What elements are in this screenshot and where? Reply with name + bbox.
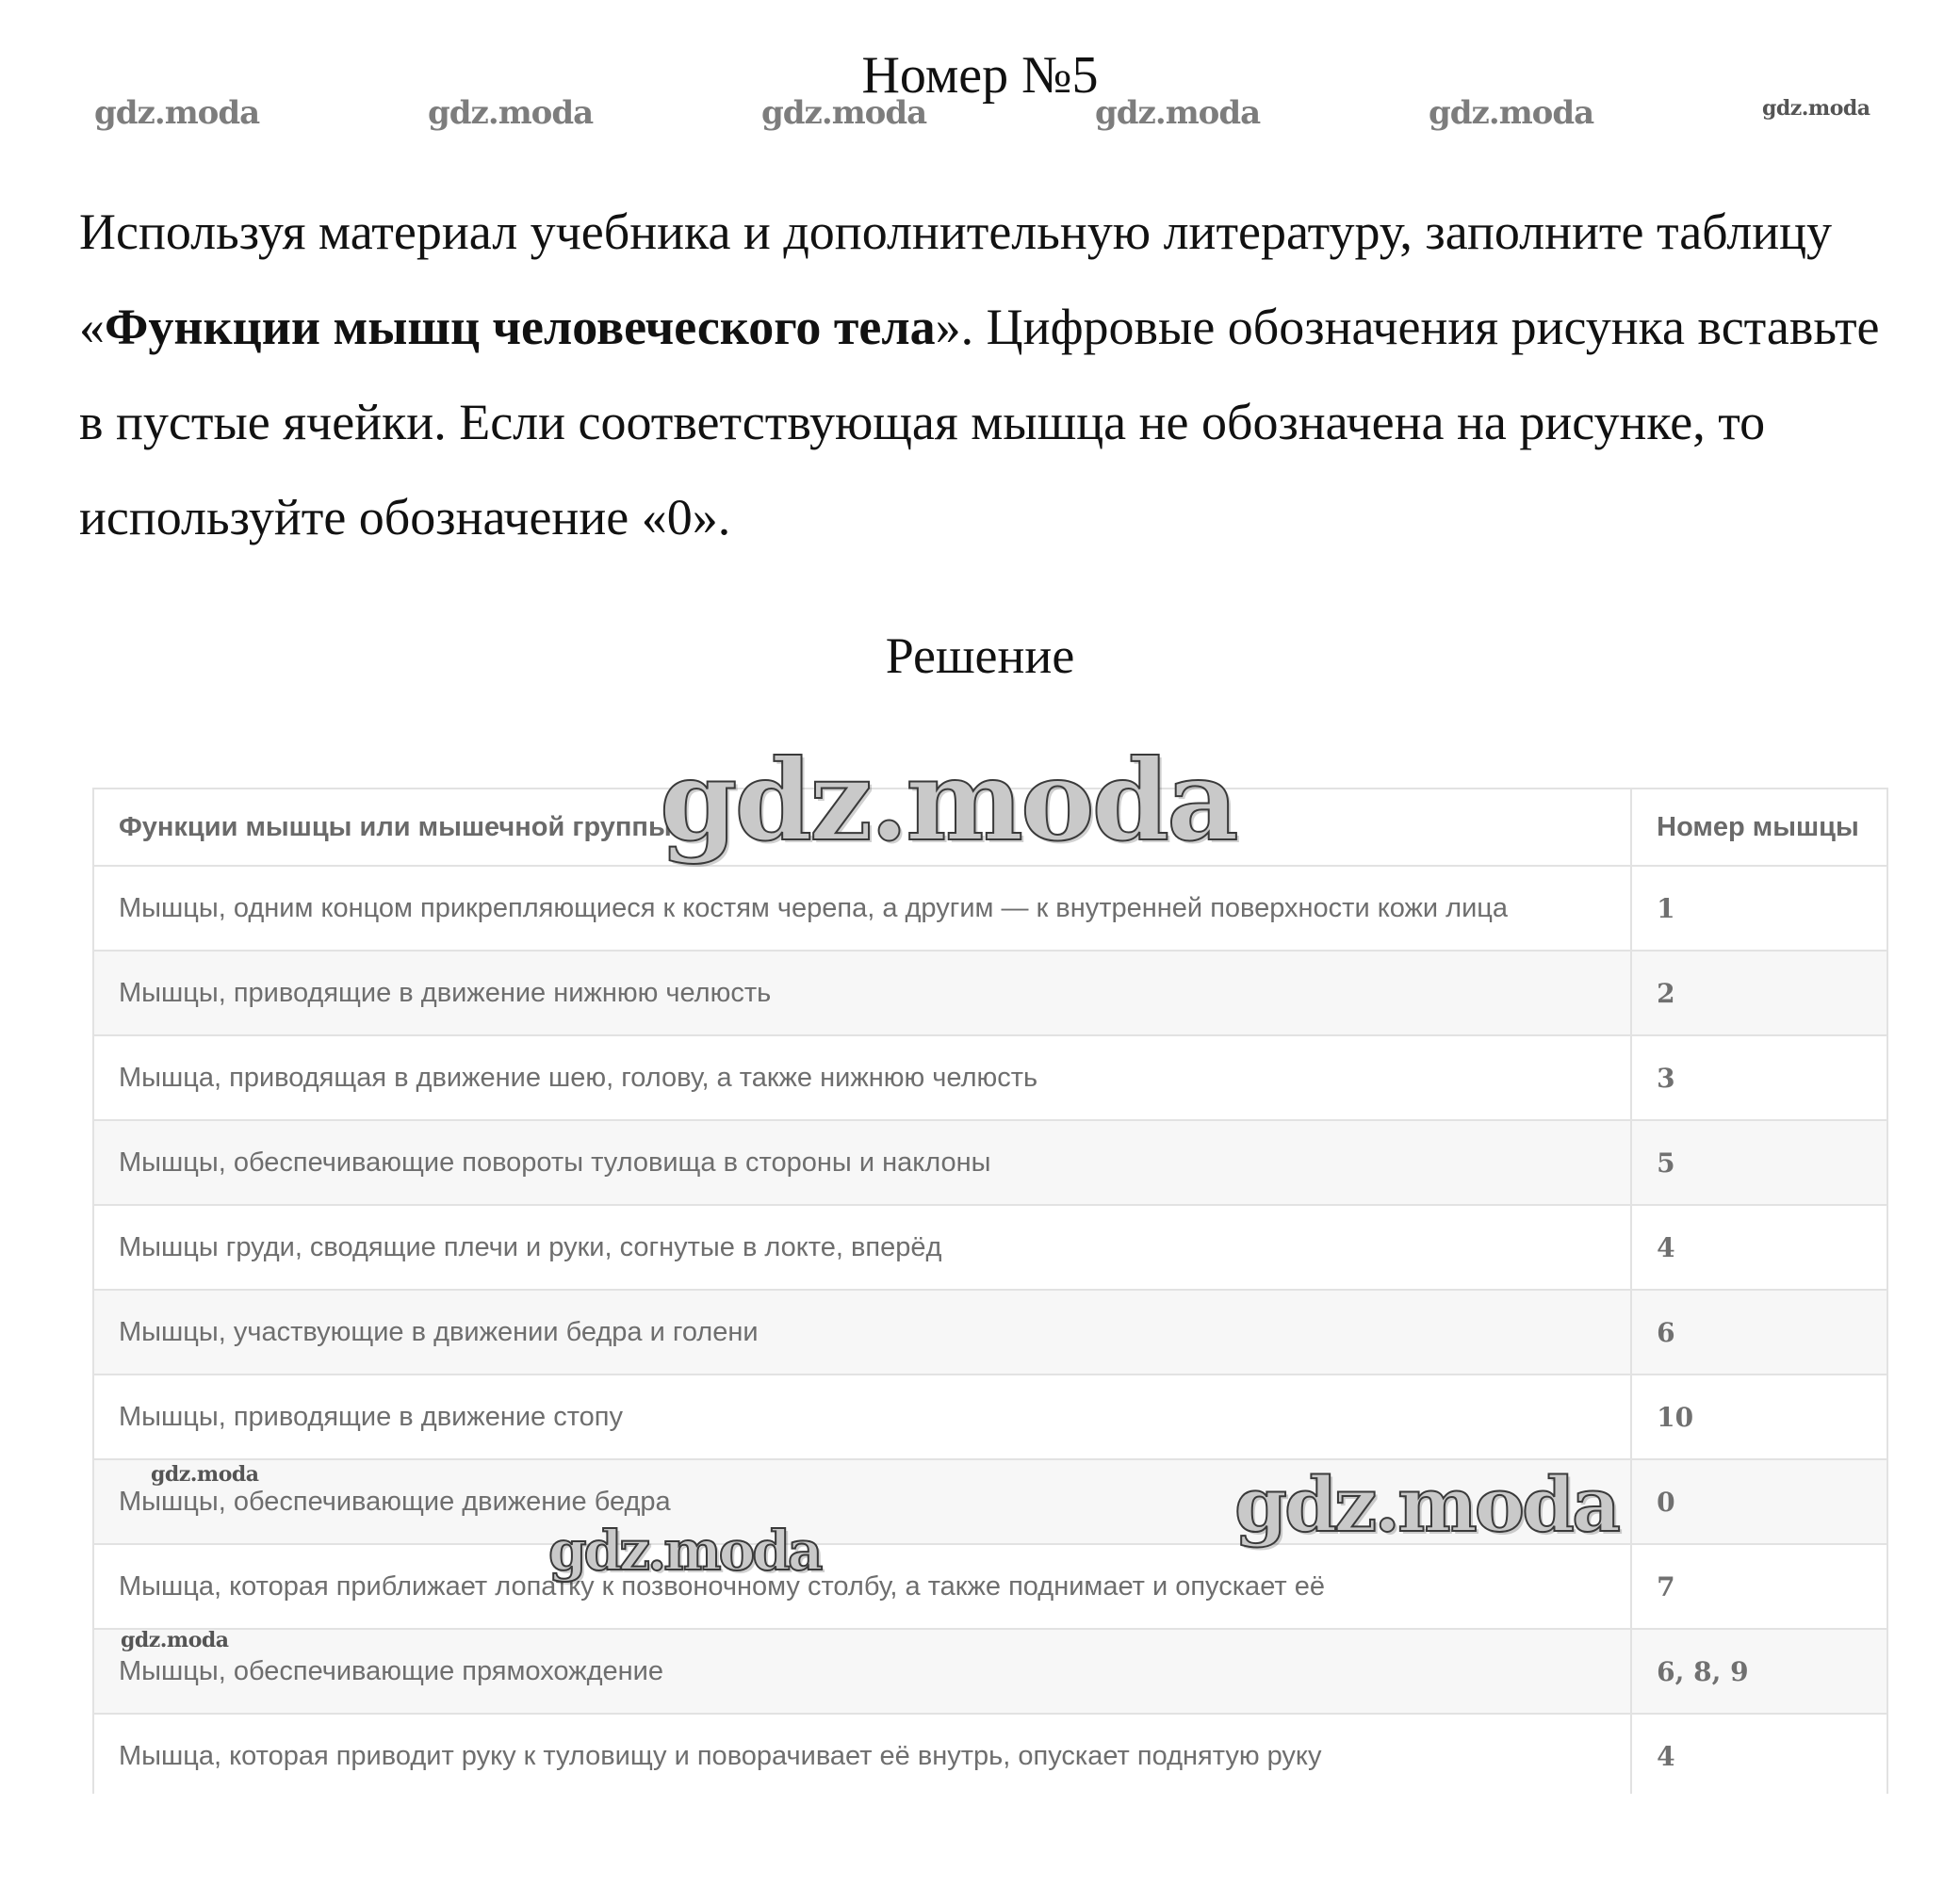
task-text-part: ». Цифровые обозначения рисунка вставьте в пустые ячейки. Если соответствующая мышца не обозначена на рисунке, то используйте обозначение «0». [79,299,1880,545]
number-cell: 6 [1631,1290,1887,1375]
table-row [93,1035,1887,1120]
table-row [93,1290,1887,1375]
table-row [93,1544,1887,1629]
watermark: gdz.moda [1095,94,1261,132]
watermark: gdz.moda [94,94,260,132]
table-row [93,866,1887,951]
function-cell: Мышцы, обеспечивающие повороты туловища в стороны и наклоны [93,1120,1631,1205]
number-cell: 2 [1631,951,1887,1035]
function-cell: Мышцы, обеспечивающие движение бедра [93,1459,1631,1544]
number-cell: 0 [1631,1459,1887,1544]
function-cell: Мышцы, одним концом прикрепляющиеся к костям черепа, а другим — к внутренней поверхности кожи лица [93,866,1631,951]
number-cell: 10 [1631,1375,1887,1459]
function-cell: Мышцы, обеспечивающие прямохождение [93,1629,1631,1714]
function-cell: Мышца, которая приближает лопатку к позвоночному столбу, а также поднимает и опускает её [93,1544,1631,1629]
column-header-function: Функции мышцы или мышечной группы [93,789,1631,866]
task-table-title: Функции мышц человеческого тела [105,299,936,355]
watermark: gdz.moda [121,1628,229,1652]
watermark: gdz.moda [151,1462,259,1487]
function-cell: Мышцы груди, сводящие плечи и руки, согнутые в локте, вперёд [93,1205,1631,1290]
watermark: gdz.moda [1762,96,1870,121]
table-row [93,1459,1887,1544]
number-cell: 1 [1631,866,1887,951]
function-cell: Мышца, приводящая в движение шею, голову, а также нижнюю челюсть [93,1035,1631,1120]
function-cell: Мышцы, приводящие в движение стопу [93,1375,1631,1459]
table-row [93,1205,1887,1290]
solution-heading: Решение [885,627,1075,684]
answer-table [92,788,1888,1794]
task-text [79,185,1898,565]
function-cell: Мышца, которая приводит руку к туловищу и поворачивает её внутрь, опускает поднятую руку [93,1714,1631,1794]
number-cell: 5 [1631,1120,1887,1205]
watermark: gdz.moda [1429,94,1594,132]
number-cell: 6, 8, 9 [1631,1629,1887,1714]
table-row [93,1375,1887,1459]
number-cell: 7 [1631,1544,1887,1629]
watermark: gdz.moda [548,1519,821,1583]
watermark: gdz.moda [761,94,927,132]
table-row [93,1120,1887,1205]
answer-table-container [92,788,1888,1794]
function-cell: Мышцы, участвующие в движении бедра и голени [93,1290,1631,1375]
table-row [93,1714,1887,1794]
number-cell: 4 [1631,1205,1887,1290]
task-text-part: Используя материал учебника и дополнительную литературу, заполните таблицу « [79,203,1833,355]
watermark: gdz.moda [428,94,594,132]
table-row [93,951,1887,1035]
function-cell: Мышцы, приводящие в движение нижнюю челюсть [93,951,1631,1035]
watermark: gdz.moda [660,735,1236,866]
number-cell: 3 [1631,1035,1887,1120]
watermark: gdz.moda [1234,1460,1618,1549]
number-cell: 4 [1631,1714,1887,1794]
page-title: Номер №5 [861,46,1099,105]
column-header-number: Номер мышцы [1631,789,1887,866]
table-row [93,1629,1887,1714]
